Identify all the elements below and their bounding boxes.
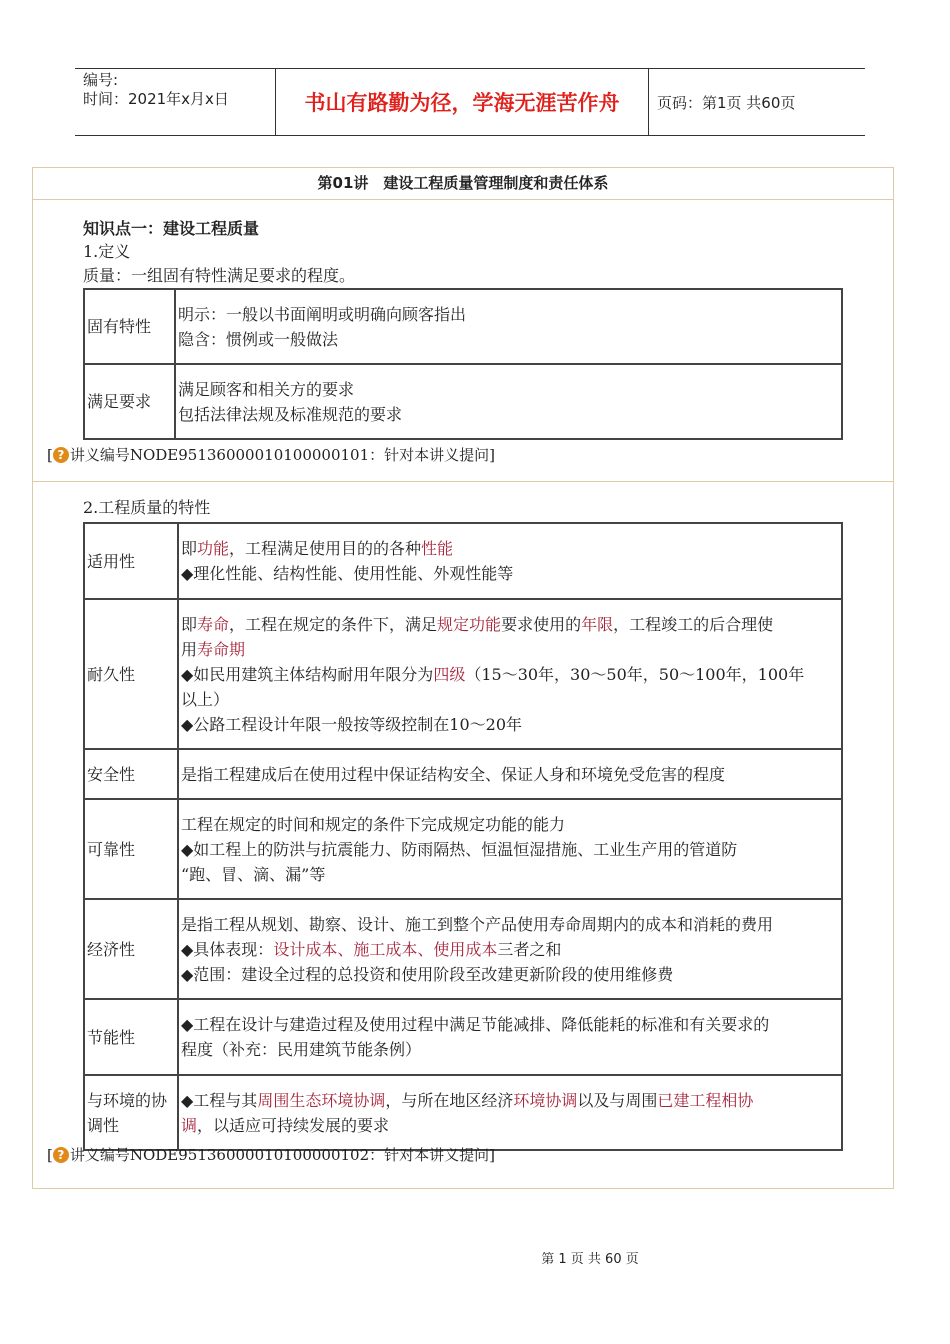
page-footer: 第 1 页 共 60 页: [541, 1252, 639, 1267]
lecture-question-link[interactable]: [47, 444, 495, 465]
row-key: 安全性: [84, 749, 178, 799]
header-meta: [75, 69, 276, 135]
characteristics-table: [83, 522, 843, 1151]
row-value: 是指工程从规划、勘察、设计、施工到整个产品使用寿命周期内的成本和消耗的费用 ◆具体表现：设计成本、施工成本、使用成本三者之和 ◆范围：建设全过程的总投资和使用阶段至改建更新阶段的使用维修费: [178, 899, 842, 999]
definition-table: [83, 288, 843, 440]
row-value: ◆工程与其周围生态环境协调，与所在地区经济环境协调以及与周围已建工程相协 调，以适应可持续发展的要求: [178, 1075, 842, 1150]
question-link-text[interactable]: 讲义编号NODE95136000010100000101：针对本讲义提问]: [69, 446, 495, 464]
row-key: 可靠性: [84, 799, 178, 899]
table-row: [84, 999, 842, 1075]
page-info: 页码：第1页 共60页: [657, 93, 796, 112]
question-circle-icon: ?: [53, 447, 69, 463]
number-label: 编号:: [83, 71, 119, 89]
table-row: [84, 599, 842, 749]
definition-heading: 1.定义: [83, 242, 131, 261]
question-circle-icon: ?: [53, 1147, 69, 1163]
row-key: 与环境的协 调性: [84, 1075, 178, 1150]
table-row: [84, 523, 842, 599]
bracket: [: [47, 1145, 53, 1164]
row-key: 适用性: [84, 523, 178, 599]
definition-text: 质量：一组固有特性满足要求的程度。: [83, 266, 356, 285]
section-characteristics: [33, 482, 893, 1188]
characteristics-heading: 2.工程质量的特性: [83, 498, 211, 517]
value-line: 隐含：惯例或一般做法: [178, 329, 339, 349]
value-line: 明示：一般以书面阐明或明确向顾客指出: [178, 304, 467, 324]
row-key: 经济性: [84, 899, 178, 999]
table-row: [84, 364, 842, 439]
row-key: 耐久性: [84, 599, 178, 749]
value-line: 满足顾客和相关方的要求: [178, 379, 355, 399]
row-value: ◆工程在设计与建造过程及使用过程中满足节能减排、降低能耗的标准和有关要求的 程度（补充：民用建筑节能条例）: [178, 999, 842, 1075]
section-definition: [33, 200, 893, 482]
row-value: 是指工程建成后在使用过程中保证结构安全、保证人身和环境免受危害的程度: [178, 749, 842, 799]
row-value: [175, 289, 842, 364]
motto: 书山有路勤为径，学海无涯苦作舟: [276, 69, 649, 135]
row-value: [175, 364, 842, 439]
value-line: 包括法律法规及标准规范的要求: [178, 404, 403, 424]
row-value: 即寿命，工程在规定的条件下，满足规定功能要求使用的年限，工程竣工的后合理使 用寿命期 ◆如民用建筑主体结构耐用年限分为四级（15～30年，30～50年，50～100年，100年 以上） ◆公路工程设计年限一般按等级控制在10～20年: [178, 599, 842, 749]
table-row: [84, 799, 842, 899]
row-key: 固有特性: [84, 289, 175, 364]
lecture-question-link[interactable]: [47, 1144, 495, 1165]
lecture-title: 第01讲 建设工程质量管理制度和责任体系: [33, 168, 893, 200]
table-row: [84, 289, 842, 364]
row-value: 即功能，工程满足使用目的的各种性能 ◆理化性能、结构性能、使用性能、外观性能等: [178, 523, 842, 599]
row-value: 工程在规定的时间和规定的条件下完成规定功能的能力 ◆如工程上的防洪与抗震能力、防雨隔热、恒温恒湿措施、工业生产用的管道防 “跑、冒、滴、漏”等: [178, 799, 842, 899]
question-link-text[interactable]: 讲义编号NODE95136000010100000102：针对本讲义提问]: [69, 1146, 495, 1164]
table-row: [84, 1075, 842, 1150]
row-key: 满足要求: [84, 364, 175, 439]
row-key: 节能性: [84, 999, 178, 1075]
bracket: [: [47, 445, 53, 464]
table-row: [84, 749, 842, 799]
time-label: 时间：2021年x月x日: [83, 90, 229, 108]
table-row: [84, 899, 842, 999]
document-header: [75, 68, 865, 136]
knowledge-point-title: 知识点一：建设工程质量: [83, 219, 260, 238]
lecture-frame: [32, 167, 894, 1189]
